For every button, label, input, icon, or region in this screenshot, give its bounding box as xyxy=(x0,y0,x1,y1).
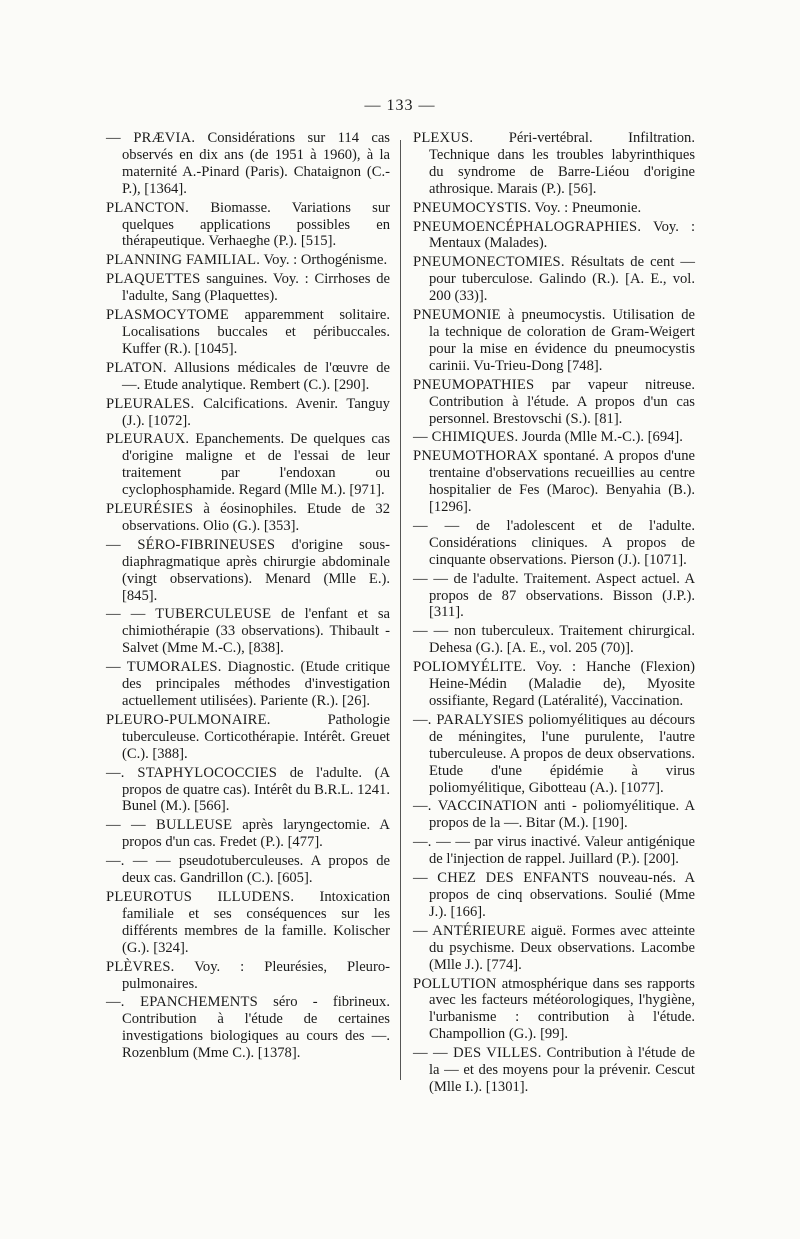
entry-text: Voy. : Pleurésies, Pleuro-pulmonaires. xyxy=(122,958,390,992)
entry-text: Voy. : Pneumonie. xyxy=(534,199,642,216)
entry-heading: PNEUMONECTOMIES. xyxy=(413,254,565,271)
entry-text: Intoxication familiale et ses conséquences sur les différents membres de la famille. Kolischer (G.). [324]. xyxy=(122,888,390,956)
entry-heading: — — TUBERCULEUSE xyxy=(106,606,272,623)
index-entry xyxy=(413,976,695,1044)
index-entry xyxy=(106,431,390,499)
entry-heading: —. EPANCHEMENTS xyxy=(106,994,258,1011)
entry-text: de l'adolescent et de l'adulte. Considérations cliniques. A propos de cinquante observations. Pierson (J.). [1071]. xyxy=(429,517,696,568)
index-entry xyxy=(413,659,695,710)
index-entry xyxy=(106,994,390,1062)
entry-heading: —. PARALYSIES xyxy=(413,711,525,728)
index-entry xyxy=(413,429,695,446)
index-entry xyxy=(106,252,390,269)
entry-text: Diagnostic. (Etude critique des principales méthodes d'investigation actuellement utilisées). Pariente (R.). [26]. xyxy=(122,659,390,709)
index-entry xyxy=(413,798,695,832)
entry-text: spontané. A propos d'une trentaine d'observations recueillies au centre hospitalier de Fes (Maroc). Benyahia (B.). [1296]. xyxy=(429,448,695,516)
entry-heading: PLANCTON. xyxy=(106,199,190,216)
entry-heading: POLIOMYÉLITE. xyxy=(413,659,527,676)
entry-text: poliomyélitiques au décours de méningites, l'une purulente, l'autre tuberculeuse. A propos de deux observations. Etude d'une épidémie à virus poliomyélitique, Gibotteau (A.). [1077]. xyxy=(429,711,695,796)
index-entry xyxy=(106,307,390,358)
index-entry xyxy=(413,712,695,797)
entry-heading: — CHEZ DES ENFANTS xyxy=(413,870,590,887)
entry-heading: PLÈVRES. xyxy=(106,958,175,975)
entry-text: Voy. : Hanche (Flexion) Heine-Médin (Maladie de), Myosite ossifiante, Regard (Latéralité), Vaccination. xyxy=(429,659,695,709)
entry-heading: —. — — xyxy=(106,853,171,870)
left-column xyxy=(106,130,390,1064)
index-entry xyxy=(413,1045,695,1096)
entry-text: atmosphérique dans ses rapports avec les facteurs météorologiques, l'hygiène, l'urbanisme : contribution à l'étude. Champollion (G.). [99]. xyxy=(429,975,695,1043)
entry-text: à éosinophiles. Etude de 32 observations. Olio (G.). [353]. xyxy=(122,501,390,534)
entry-text: Calcifications. Avenir. Tanguy (J.). [1072]. xyxy=(122,395,390,429)
entry-heading: — — xyxy=(413,517,460,534)
entry-heading: PLASMOCYTOME xyxy=(106,307,229,324)
entry-heading: — SÉRO-FIBRINEUSES xyxy=(106,536,276,553)
entry-heading: — PRÆVIA. xyxy=(106,130,196,146)
entry-heading: — ANTÉRIEURE xyxy=(413,922,526,939)
entry-heading: PLEURO-PULMONAIRE. xyxy=(106,711,271,728)
entry-text: Allusions médicales de l'œuvre de —. Etude analytique. Rembert (C.). [290]. xyxy=(122,359,390,393)
entry-text: après laryngectomie. A propos d'un cas. Fredet (P.). [477]. xyxy=(122,817,390,851)
entry-heading: PNEUMOPATHIES xyxy=(413,376,535,393)
entry-text: aiguë. Formes avec atteinte du psychisme. Deux observations. Lacombe (Mlle J.). [774]. xyxy=(429,922,695,973)
entry-heading: —. VACCINATION xyxy=(413,798,538,815)
index-entry xyxy=(106,712,390,763)
column-divider xyxy=(400,140,401,1080)
index-entry xyxy=(106,396,390,430)
entry-text: sanguines. Voy. : Cirrhoses de l'adulte, Sang (Plaquettes). xyxy=(122,271,390,305)
entry-text: de l'enfant et sa chimiothérapie (33 observations). Thibault - Salvet (Mme M.-C.), [838]. xyxy=(122,606,390,657)
index-entry xyxy=(106,501,390,535)
entry-text: à pneumocystis. Utilisation de la technique de coloration de Gram-Weigert pour la mise en évidence du pneumocystis carinii. Vu-Trieu-Dong [748]. xyxy=(429,307,695,374)
index-entry xyxy=(106,360,390,394)
entry-text: de l'adulte. Traitement. Aspect actuel. A propos de 87 observations. Bisson (J.P.). [311]. xyxy=(429,570,695,621)
entry-heading: — — DES VILLES. xyxy=(413,1045,542,1062)
entry-heading: — CHIMIQUES. xyxy=(413,429,519,446)
entry-heading: PLEURALES. xyxy=(106,395,195,412)
entry-heading: PLEURÉSIES xyxy=(106,501,194,518)
entry-text: anti - poliomyélitique. A propos de la —. Bitar (M.). [190]. xyxy=(429,798,695,832)
index-entry xyxy=(106,606,390,657)
index-entry xyxy=(413,518,695,569)
entry-heading: —. — — xyxy=(413,834,471,851)
index-entry xyxy=(106,853,390,887)
entry-heading: —. STAPHYLOCOCCIES xyxy=(106,764,278,781)
index-entry xyxy=(106,200,390,251)
index-entry xyxy=(413,254,695,305)
entry-heading: PNEUMOCYSTIS. xyxy=(413,199,532,216)
entry-heading: — TUMORALES. xyxy=(106,659,222,676)
index-entry xyxy=(106,959,390,993)
entry-text: par vapeur nitreuse. Contribution à l'étude. A propos d'un cas personnel. Brestovschi (S.). [81]. xyxy=(429,376,695,427)
entry-heading: PLEXUS. xyxy=(413,130,474,146)
entry-text: de l'adulte. (A propos de quatre cas). Intérêt du B.R.L. 1241. Bunel (M.). [566]. xyxy=(122,764,390,815)
index-entry xyxy=(106,130,390,198)
entry-text: Pathologie tuberculeuse. Corticothérapie. Intérêt. Greuet (C.). [388]. xyxy=(122,711,390,762)
entry-heading: — — xyxy=(413,623,449,640)
entry-heading: POLLUTION xyxy=(413,975,497,992)
entry-text: non tuberculeux. Traitement chirurgical. Dehesa (G.). [A. E., vol. 205 (70)]. xyxy=(429,623,696,657)
index-entry xyxy=(413,870,695,921)
entry-heading: PNEUMOENCÉPHALOGRAPHIES. xyxy=(413,218,642,235)
entry-text: Contribution à l'étude de la — et des moyens pour la prévenir. Cescut (Mlle I.). [1301]. xyxy=(429,1045,695,1095)
index-entry xyxy=(106,765,390,816)
entry-heading: PLATON. xyxy=(106,359,167,376)
entry-text: apparemment solitaire. Localisations buccales et péribuccales. Kuffer (R.). [1045]. xyxy=(122,307,390,357)
index-entry xyxy=(106,889,390,957)
entry-text: nouveau-nés. A propos de cinq observations. Soulié (Mme J.). [166]. xyxy=(429,870,695,920)
entry-text: Epanchements. De quelques cas d'origine maligne et de l'essai de leur traitement par l'endoxan ou cyclophosphamide. Regard (Mlle M.). [971]. xyxy=(122,431,390,499)
entry-heading: PLEUROTUS ILLUDENS. xyxy=(106,888,295,905)
entry-heading: PLAQUETTES xyxy=(106,271,201,288)
index-entry xyxy=(106,537,390,605)
entry-text: Voy. : Orthogénisme. xyxy=(263,252,388,269)
index-entry xyxy=(106,817,390,851)
index-entry xyxy=(413,923,695,974)
entry-text: Biomasse. Variations sur quelques applications possibles en thérapeutique. Verhaeghe (P.). [515]. xyxy=(122,199,390,250)
index-entry xyxy=(413,448,695,516)
index-entry xyxy=(413,834,695,868)
entry-text: Résultats de cent — pour tuberculose. Galindo (R.). [A. E., vol. 200 (33)]. xyxy=(429,254,695,305)
entry-text: pseudotuberculeuses. A propos de deux cas. Gandrillon (C.). [605]. xyxy=(122,853,390,887)
right-column xyxy=(413,130,695,1098)
entry-text: Considérations sur 114 cas observés en dix ans (de 1951 à 1960), à la maternité A.-Pinard (Paris). Chataignon (C.-P.), [1364]. xyxy=(122,130,390,197)
entry-text: séro - fibrineux. Contribution à l'étude de certaines investigations biologiques au cours des —. Rozenblum (Mme C.). [1378]. xyxy=(122,994,390,1062)
entry-text: Péri-vertébral. Infiltration. Technique dans les troubles labyrinthiques du syndrome de Barre-Liéou d'origine athrosique. Marais (P.). [56]. xyxy=(429,130,695,197)
index-entry xyxy=(106,659,390,710)
page-number: — 133 — xyxy=(364,97,436,114)
entry-text: d'origine sous-diaphragmatique après chirurgie abdominale (vingt observations). Menard (Mlle E.). [845]. xyxy=(122,536,390,604)
entry-text: Jourda (Mlle M.-C.). [694]. xyxy=(522,429,683,446)
entry-text: par virus inactivé. Valeur antigénique de l'injection de rappel. Juillard (P.). [200]. xyxy=(429,834,695,868)
index-entry xyxy=(413,200,695,217)
entry-heading: PLANNING FAMILIAL. xyxy=(106,252,261,269)
index-entry xyxy=(413,130,695,198)
entry-heading: PNEUMOTHORAX xyxy=(413,448,538,465)
entry-heading: PNEUMONIE xyxy=(413,307,501,324)
entry-text: Voy. : Mentaux (Malades). xyxy=(429,218,696,252)
entry-heading: — — xyxy=(413,570,449,587)
index-entry xyxy=(106,271,390,305)
index-entry xyxy=(413,219,695,253)
index-entry xyxy=(413,377,695,428)
entry-heading: — — BULLEUSE xyxy=(106,817,233,834)
entry-heading: PLEURAUX. xyxy=(106,431,190,448)
index-entry xyxy=(413,307,695,375)
index-entry xyxy=(413,623,695,657)
index-entry xyxy=(413,571,695,622)
